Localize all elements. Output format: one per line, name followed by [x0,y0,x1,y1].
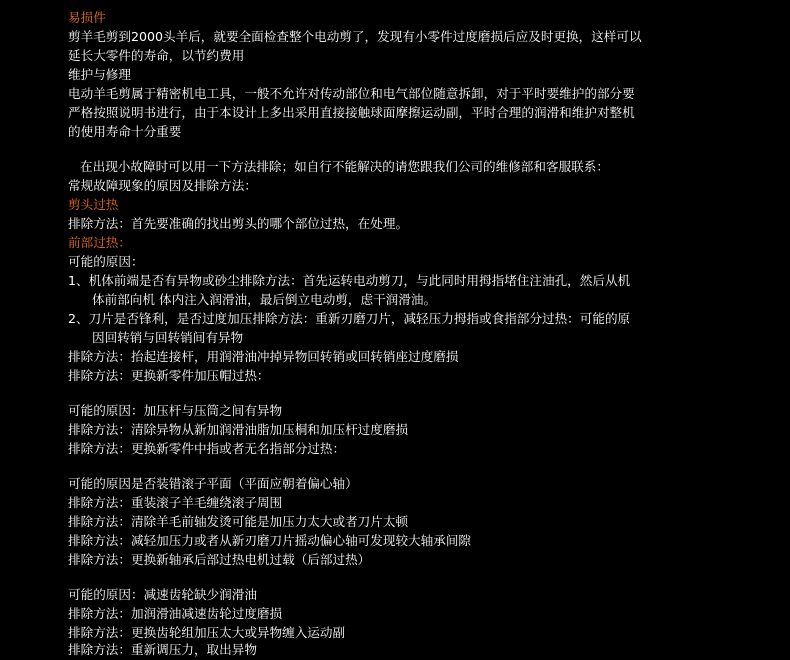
maintenance-heading: 维护与修理 [68,67,131,82]
front-overheat-heading: 前部过热： [68,235,131,250]
cause-item-1-continued: 体前部向机 体内注入润滑油，最后倒立电动剪，虑干润滑油。 [92,292,437,307]
cause-item-2-continued: 因回转销与回转销间有异物 [92,330,244,345]
fix-line: 排除方法：清除异物从新加润滑油脂加压桐和加压杆过度磨损 [68,422,409,437]
fix-line: 排除方法：加润滑油减速齿轮过度磨损 [68,606,283,621]
fix-line: 排除方法：重装滚子羊毛缠绕滚子周围 [68,495,283,510]
fix-line: 排除方法：抬起连接杆，用润滑油冲掉异物回转销或回转销座过度磨损 [68,349,459,364]
head-overheat-solution: 排除方法：首先要准确的找出剪头的哪个部位过热，在处理。 [68,216,409,231]
cause-item-2: 2、刀片是否锋利，是否过度加压排除方法：重新刃磨刀片，减轻压力拇指或食指部分过热：可能的原 [68,311,631,326]
cause-line: 可能的原因是否装错滚子平面（平面应朝着偏心轴） [68,476,358,491]
fix-line: 排除方法：更换新零件中指或者无名指部分过热： [68,441,346,456]
fix-line: 排除方法：更换新轴承后部过热电机过载（后部过热） [68,552,371,567]
maintenance-text-line: 电动羊毛剪属于精密机电工具，一般不允许对传动部位和电气部位随意拆卸，对于平时要维护的部分要 [68,86,635,101]
cause-line: 可能的原因：加压杆与压筒之间有异物 [68,403,283,418]
intro-paragraph: 在出现小故障时可以用一下方法排除；如自行不能解决的请您跟我们公司的维修部和客服联系： [80,159,609,174]
maintenance-text-line: 的使用寿命十分重要 [68,124,182,139]
fix-line: 排除方法：清除羊毛前轴发烫可能是加压力太大或者刀片太顿 [68,514,409,529]
fix-line: 排除方法：重新调压力，取出异物 [68,642,257,657]
wear-parts-heading: 易损件 [68,10,106,25]
maintenance-text-line: 严格按照说明书进行，由于本设计上多出采用直接接触球面摩擦运动副，平时合理的润滑和维护对整机 [68,105,635,120]
fix-line: 排除方法：更换新零件加压帽过热： [68,368,270,383]
head-overheat-heading: 剪头过热 [68,197,119,212]
intro-subtitle: 常规故障现象的原因及排除方法： [68,178,257,193]
wear-parts-text-line: 剪羊毛剪到2000头羊后，就要全面检查整个电动剪了，发现有小零件过度磨损后应及时更换，这样可以 [68,29,642,44]
fix-line: 排除方法：减轻加压力或者从新刃磨刀片摇动偏心轴可发现较大轴承间隙 [68,533,471,548]
cause-line: 可能的原因：减速齿轮缺少润滑油 [68,587,257,602]
wear-parts-text-line: 延长大零件的寿命，以节约费用 [68,48,245,63]
cause-item-1: 1、机体前端是否有异物或砂尘排除方法：首先运转电动剪刀，与此同时用拇指堵住注油孔，然后从机 [68,273,631,288]
cause-label: 可能的原因： [68,254,144,269]
fix-line: 排除方法：更换齿轮组加压太大或异物缠入运动副 [68,625,346,640]
